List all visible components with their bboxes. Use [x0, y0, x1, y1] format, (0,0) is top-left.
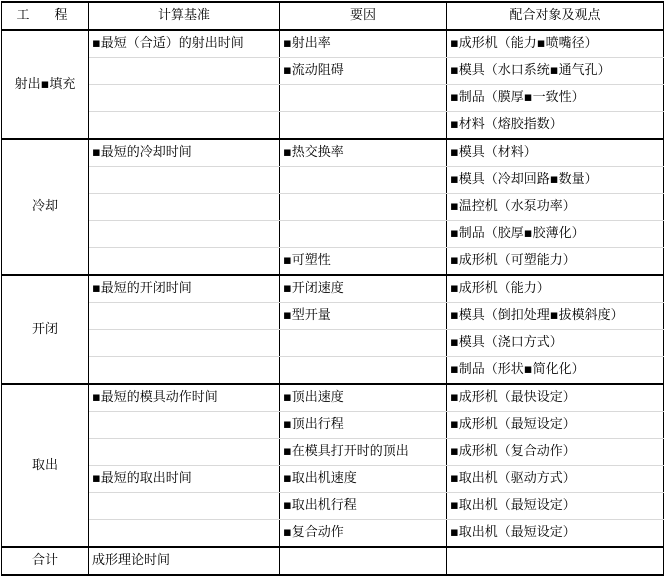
table-body	[2, 30, 664, 575]
target-cell: ▪模具（水口系统▪通气孔）	[447, 58, 664, 85]
table-row	[2, 330, 664, 357]
factor-cell: ▪可塑性	[280, 248, 447, 276]
table-row	[2, 520, 664, 548]
factor-cell: ▪射出率	[280, 30, 447, 58]
basis-cell: ▪最短的冷却时间	[89, 139, 280, 167]
table-row	[2, 493, 664, 520]
factor-cell: ▪开闭速度	[280, 275, 447, 303]
basis-cell	[89, 112, 280, 140]
target-cell: ▪模具（浇口方式）	[447, 330, 664, 357]
factor-cell: ▪在模具打开时的顶出	[280, 439, 447, 466]
table-row	[2, 248, 664, 276]
target-cell: ▪制品（膜厚▪一致性）	[447, 85, 664, 112]
total-factor-cell	[280, 547, 447, 575]
factor-cell: ▪取出机行程	[280, 493, 447, 520]
table-row	[2, 303, 664, 330]
basis-cell	[89, 194, 280, 221]
basis-cell: ▪最短的开闭时间	[89, 275, 280, 303]
basis-cell	[89, 248, 280, 276]
basis-cell	[89, 439, 280, 466]
basis-cell	[89, 58, 280, 85]
target-cell: ▪材料（熔胶指数）	[447, 112, 664, 140]
cycle-time-table	[1, 1, 664, 576]
target-cell: ▪成形机（可塑能力）	[447, 248, 664, 276]
process-cell: 开闭	[2, 275, 89, 384]
basis-cell: ▪最短（合适）的射出时间	[89, 30, 280, 58]
basis-cell: ▪最短的取出时间	[89, 466, 280, 493]
basis-cell	[89, 493, 280, 520]
factor-cell: ▪取出机速度	[280, 466, 447, 493]
factor-cell	[280, 194, 447, 221]
target-cell: ▪模具（材料）	[447, 139, 664, 167]
target-cell: ▪取出机（最短设定）	[447, 493, 664, 520]
target-cell: ▪温控机（水泵功率）	[447, 194, 664, 221]
factor-cell	[280, 221, 447, 248]
header-process: 工 程	[2, 2, 89, 30]
target-cell: ▪取出机（驱动方式）	[447, 466, 664, 493]
header-targets: 配合对象及观点	[447, 2, 664, 30]
header-factors: 要因	[280, 2, 447, 30]
target-cell: ▪成形机（最短设定）	[447, 412, 664, 439]
process-cell: 冷却	[2, 139, 89, 275]
target-cell: ▪模具（冷却回路▪数量）	[447, 167, 664, 194]
total-row	[2, 547, 664, 575]
total-target-cell	[447, 547, 664, 575]
factor-cell: ▪热交换率	[280, 139, 447, 167]
factor-cell	[280, 357, 447, 385]
table-row	[2, 384, 664, 412]
total-basis-cell: 成形理论时间	[89, 547, 280, 575]
target-cell: ▪制品（形状▪简化化）	[447, 357, 664, 385]
table-row	[2, 275, 664, 303]
factor-cell	[280, 112, 447, 140]
factor-cell	[280, 167, 447, 194]
basis-cell	[89, 412, 280, 439]
table-row	[2, 194, 664, 221]
table-row	[2, 139, 664, 167]
basis-cell	[89, 85, 280, 112]
target-cell: ▪成形机（复合动作）	[447, 439, 664, 466]
table-row	[2, 357, 664, 385]
table-row	[2, 30, 664, 58]
target-cell: ▪取出机（最短设定）	[447, 520, 664, 548]
total-process-cell: 合计	[2, 547, 89, 575]
header-basis: 计算基准	[89, 2, 280, 30]
factor-cell: ▪复合动作	[280, 520, 447, 548]
basis-cell	[89, 167, 280, 194]
target-cell: ▪成形机（能力▪喷嘴径）	[447, 30, 664, 58]
basis-cell	[89, 221, 280, 248]
basis-cell	[89, 357, 280, 385]
process-cell: 射出▪填充	[2, 30, 89, 139]
table-row	[2, 221, 664, 248]
table-row	[2, 167, 664, 194]
table-row	[2, 112, 664, 140]
factor-cell: ▪顶出速度	[280, 384, 447, 412]
table-row	[2, 85, 664, 112]
target-cell: ▪模具（倒扣处理▪拔模斜度）	[447, 303, 664, 330]
basis-cell	[89, 520, 280, 548]
basis-cell	[89, 330, 280, 357]
header-row	[2, 2, 664, 30]
factor-cell: ▪流动阻碍	[280, 58, 447, 85]
factor-cell	[280, 85, 447, 112]
target-cell: ▪制品（胶厚▪胶薄化）	[447, 221, 664, 248]
factor-cell: ▪顶出行程	[280, 412, 447, 439]
basis-cell: ▪最短的模具动作时间	[89, 384, 280, 412]
basis-cell	[89, 303, 280, 330]
table-row	[2, 58, 664, 85]
table-row	[2, 466, 664, 493]
target-cell: ▪成形机（最快设定）	[447, 384, 664, 412]
target-cell: ▪成形机（能力）	[447, 275, 664, 303]
factor-cell	[280, 330, 447, 357]
table-row	[2, 439, 664, 466]
table-row	[2, 412, 664, 439]
factor-cell: ▪型开量	[280, 303, 447, 330]
process-cell: 取出	[2, 384, 89, 547]
